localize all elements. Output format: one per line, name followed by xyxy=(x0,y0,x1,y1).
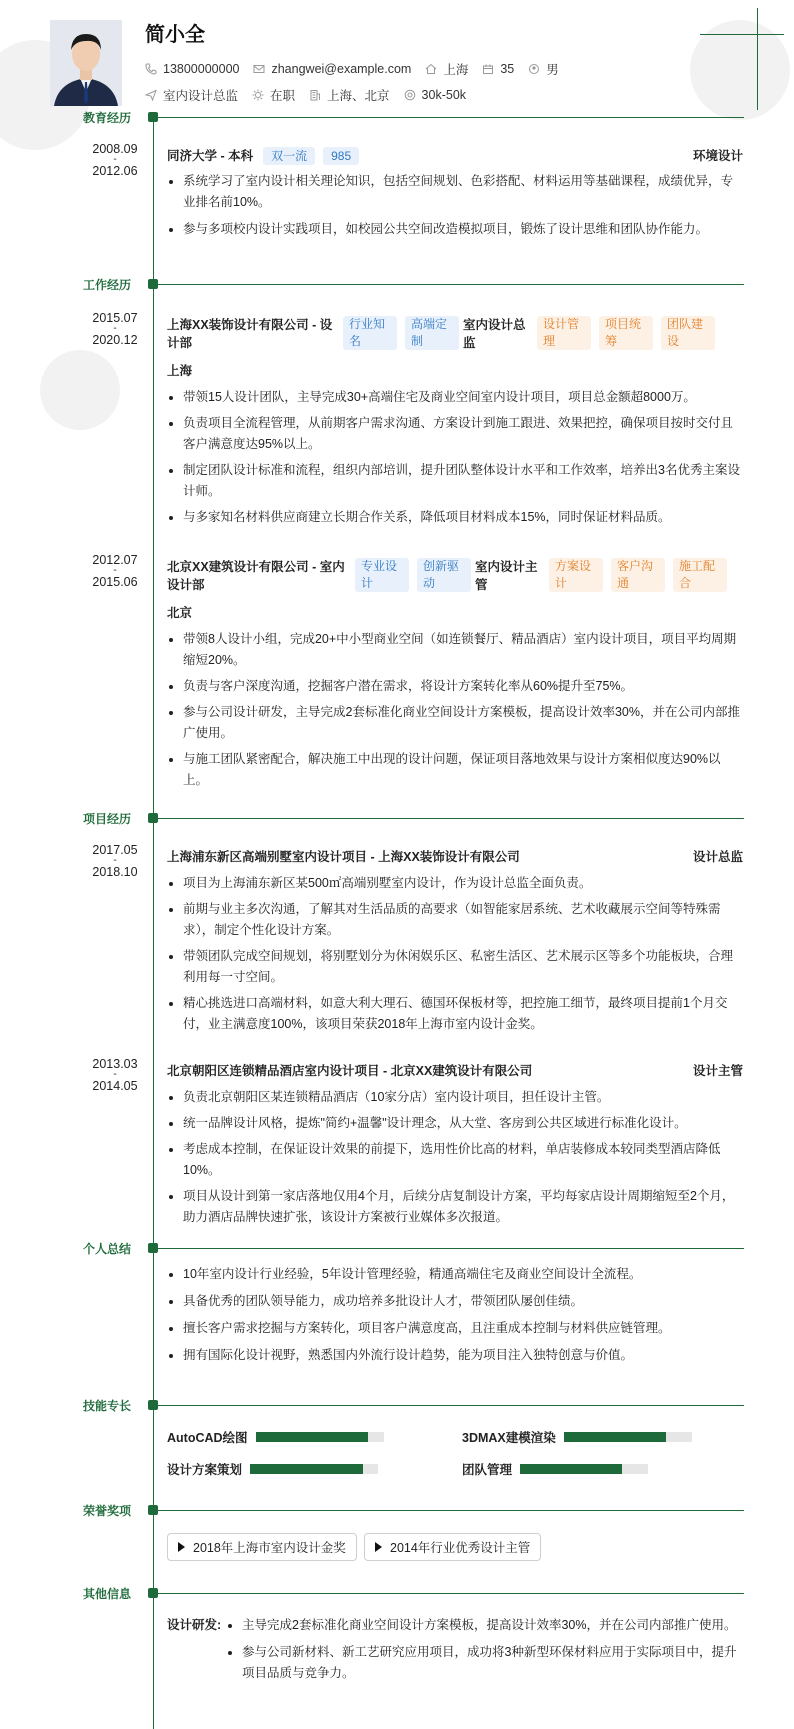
list-item: 10年室内设计行业经验，5年设计管理经验，精通高端住宅及商业空间设计全流程。 xyxy=(167,1264,743,1285)
start-date: 2015.07 xyxy=(92,311,138,325)
candidate-name: 简小全 xyxy=(145,24,205,46)
list-item: 精心挑选进口高端材料，如意大利大理石、德国环保板材等，把控施工细节，最终项目提前1个月交付，业主满意度100%，该项目荣获2018年上海市室内设计金奖。 xyxy=(167,993,743,1035)
award-chip xyxy=(167,1533,357,1561)
tag-badge: 项目统筹 xyxy=(599,316,653,350)
tag-badge: 施工配合 xyxy=(673,558,727,592)
work-city: 北京 xyxy=(167,606,193,620)
list-item: 考虑成本控制，在保证设计效果的前提下，选用性价比高的材料，单店装修成本较同类型酒店降低10%。 xyxy=(167,1139,743,1181)
skill-item xyxy=(462,1460,648,1478)
status-icon xyxy=(252,89,264,101)
skill-bar xyxy=(250,1464,378,1474)
email-item xyxy=(253,62,411,76)
work-dates: 2015.07 - 2020.12 xyxy=(92,311,138,347)
section-divider xyxy=(158,1405,744,1406)
list-item: 负责项目全流程管理，从前期客户需求沟通、方案设计到施工跟进、效果把控，确保项目按时交付且客户满意度达95%以上。 xyxy=(167,413,743,455)
other-label: 设计研发: xyxy=(167,1618,222,1632)
skill-name: AutoCAD绘图 xyxy=(167,1431,248,1445)
tag-badge: 专业设计 xyxy=(355,558,409,592)
skill-bar-fill xyxy=(564,1432,666,1442)
award-text: 2018年上海市室内设计金奖 xyxy=(193,1541,346,1555)
skill-name: 设计方案策划 xyxy=(167,1463,243,1477)
tag-badge: 方案设计 xyxy=(549,558,603,592)
location-item xyxy=(425,60,468,78)
location-text: 上海 xyxy=(443,63,469,77)
tag-badge: 行业知名 xyxy=(343,316,397,350)
section-marker xyxy=(148,1400,158,1410)
list-item: 拥有国际化设计视野，熟悉国内外流行设计趋势，能为项目注入独特创意与价值。 xyxy=(167,1345,743,1366)
phone-text: 13800000000 xyxy=(163,62,240,76)
skill-name: 3DMAX建模渲染 xyxy=(462,1431,556,1445)
gender-icon xyxy=(528,63,540,75)
phone-icon xyxy=(145,63,157,75)
section-title-education: 教育经历 xyxy=(83,111,132,125)
end-date: 2020.12 xyxy=(92,333,138,347)
section-divider xyxy=(158,818,744,819)
list-item: 具备优秀的团队领导能力，成功培养多批设计人才，带领团队屡创佳绩。 xyxy=(167,1291,743,1312)
section-marker xyxy=(148,112,158,122)
section-divider xyxy=(158,284,744,285)
intent-position-item xyxy=(145,86,238,104)
end-date: 2018.10 xyxy=(92,865,138,879)
section-divider xyxy=(158,1248,744,1249)
section-divider xyxy=(158,117,744,118)
project-title: 北京朝阳区连锁精品酒店室内设计项目 - 北京XX建筑设计有限公司 xyxy=(167,1064,533,1078)
start-date: 2012.07 xyxy=(92,553,138,567)
skill-bar-fill xyxy=(520,1464,622,1474)
skill-item xyxy=(462,1428,692,1446)
end-date: 2014.05 xyxy=(92,1079,138,1093)
send-icon xyxy=(145,89,157,101)
list-item: 系统学习了室内设计相关理论知识，包括空间规划、色彩搭配、材料运用等基础课程，成绩优异，专业排名前10%。 xyxy=(167,171,743,213)
tag-badge: 高端定制 xyxy=(405,316,459,350)
list-item: 带领8人设计小组，完成20+中小型商业空间（如连锁餐厅、精品酒店）室内设计项目，项目平均周期缩短20%。 xyxy=(167,629,743,671)
phone-item xyxy=(145,62,239,76)
gender-text: 男 xyxy=(546,63,559,77)
section-title-awards: 荣誉奖项 xyxy=(83,1504,132,1518)
list-item: 前期与业主多次沟通，了解其对生活品质的高要求（如智能家居系统、艺术收藏展示空间等特殊需求），制定个性化设计方案。 xyxy=(167,899,743,941)
summary-list xyxy=(167,1264,743,1366)
job-title: 室内设计主管 xyxy=(475,560,538,592)
skill-bar xyxy=(520,1464,648,1474)
section-divider xyxy=(158,1510,744,1511)
home-icon xyxy=(425,63,437,75)
work-city: 上海 xyxy=(167,364,193,378)
list-item: 项目从设计到第一家店落地仅用4个月，后续分店复制设计方案，平均每家店设计周期缩短至2个月，助力酒店品牌快速扩张，该设计方案被行业媒体多次报道。 xyxy=(167,1186,743,1228)
section-marker xyxy=(148,279,158,289)
section-divider xyxy=(158,1593,744,1594)
skill-name: 团队管理 xyxy=(462,1463,513,1477)
status-text: 在职 xyxy=(270,89,296,103)
skill-bar-fill xyxy=(250,1464,363,1474)
education-entry xyxy=(167,147,743,240)
section-title-summary: 个人总结 xyxy=(83,1242,132,1256)
age-text: 35 xyxy=(500,62,515,76)
decor-line xyxy=(700,34,784,35)
tag-badge: 团队建设 xyxy=(661,316,715,350)
list-item: 项目为上海浦东新区某500㎡高端别墅室内设计，作为设计总监全面负责。 xyxy=(167,873,743,894)
list-item: 负责与客户深度沟通，挖掘客户潜在需求，将设计方案转化率从60%提升至75%。 xyxy=(167,676,743,697)
gender-item xyxy=(528,60,559,78)
award-chip xyxy=(364,1533,541,1561)
work-entry xyxy=(167,558,743,791)
list-item: 参与公司新材料、新工艺研究应用项目，成功将3种新型环保材料应用于实际项目中，提升项目品质与竞争力。 xyxy=(226,1642,742,1684)
start-date: 2013.03 xyxy=(92,1057,138,1071)
company-name: 上海XX装饰设计有限公司 - 设计部 xyxy=(167,318,333,350)
company-name: 北京XX建筑设计有限公司 - 室内设计部 xyxy=(167,560,345,592)
decor-line xyxy=(757,8,758,110)
coin-icon xyxy=(404,89,416,101)
section-marker xyxy=(148,1588,158,1598)
section-marker xyxy=(148,1505,158,1515)
list-item: 与施工团队紧密配合，解决施工中出现的设计问题，保证项目落地效果与设计方案相似度达90%以上。 xyxy=(167,749,743,791)
tag-badge: 双一流 xyxy=(263,147,315,165)
salary-text: 30k-50k xyxy=(421,88,467,102)
skill-bar xyxy=(564,1432,692,1442)
play-icon xyxy=(375,1542,382,1552)
end-date: 2015.06 xyxy=(92,575,138,589)
status-item xyxy=(252,86,295,104)
major: 环境设计 xyxy=(692,149,743,163)
contact-row xyxy=(145,60,573,78)
project-role: 设计总监 xyxy=(692,850,743,864)
job-intent-row xyxy=(145,86,480,104)
list-item: 统一品牌设计风格，提炼"简约+温馨"设计理念，从大堂、客房到公共区域进行标准化设计。 xyxy=(167,1113,743,1134)
skill-bar xyxy=(256,1432,384,1442)
calendar-icon xyxy=(482,63,494,75)
list-item: 参与公司设计研发，主导完成2套标准化商业空间设计方案模板，提高设计效率30%，并在公司内部推广使用。 xyxy=(167,702,743,744)
timeline-rail xyxy=(153,112,154,1729)
tag-badge: 客户沟通 xyxy=(611,558,665,592)
section-marker xyxy=(148,1243,158,1253)
project-dates: 2017.05 - 2018.10 xyxy=(92,843,138,879)
list-item: 负责北京朝阳区某连锁精品酒店（10家分店）室内设计项目，担任设计主管。 xyxy=(167,1087,743,1108)
email-text: zhangwei@example.com xyxy=(271,62,412,76)
skill-item xyxy=(167,1460,378,1478)
school-name: 同济大学 - 本科 xyxy=(167,149,254,163)
section-title-projects: 项目经历 xyxy=(83,812,132,826)
list-item: 参与多项校内设计实践项目，如校园公共空间改造模拟项目，锻炼了设计思维和团队协作能力。 xyxy=(167,219,743,240)
job-title: 室内设计总监 xyxy=(463,318,526,350)
project-entry xyxy=(167,848,743,1035)
decor-circle xyxy=(690,20,790,120)
work-city-text: 上海、北京 xyxy=(327,89,390,103)
education-dates: 2008.09 - 2012.06 xyxy=(92,142,138,178)
avatar xyxy=(50,20,122,106)
project-entry xyxy=(167,1062,743,1228)
mail-icon xyxy=(253,63,265,75)
project-dates: 2013.03 - 2014.05 xyxy=(92,1057,138,1093)
decor-circle xyxy=(40,350,120,430)
play-icon xyxy=(178,1542,185,1552)
tag-badge: 985 xyxy=(323,147,359,165)
award-text: 2014年行业优秀设计主管 xyxy=(390,1541,531,1555)
age-item xyxy=(482,62,514,76)
list-item: 制定团队设计标准和流程，组织内部培训，提升团队整体设计水平和工作效率，培养出3名优秀主案设计师。 xyxy=(167,460,743,502)
section-title-skills: 技能专长 xyxy=(83,1399,132,1413)
section-title-other: 其他信息 xyxy=(83,1587,132,1601)
section-title-work: 工作经历 xyxy=(83,278,132,292)
start-date: 2008.09 xyxy=(92,142,138,156)
list-item: 擅长客户需求挖掘与方案转化，项目客户满意度高，且注重成本控制与材料供应链管理。 xyxy=(167,1318,743,1339)
work-city-item xyxy=(309,86,390,104)
work-dates: 2012.07 - 2015.06 xyxy=(92,553,138,589)
other-list xyxy=(226,1615,742,1684)
building-icon xyxy=(309,89,321,101)
list-item: 主导完成2套标准化商业空间设计方案模板，提高设计效率30%，并在公司内部推广使用。 xyxy=(226,1615,742,1636)
list-item: 与多家知名材料供应商建立长期合作关系，降低项目材料成本15%，同时保证材料品质。 xyxy=(167,507,743,528)
project-title: 上海浦东新区高端别墅室内设计项目 - 上海XX装饰设计有限公司 xyxy=(167,850,520,864)
project-role: 设计主管 xyxy=(692,1064,743,1078)
list-item: 带领15人设计团队，主导完成30+高端住宅及商业空间室内设计项目，项目总金额超8000万。 xyxy=(167,387,743,408)
end-date: 2012.06 xyxy=(92,164,138,178)
tag-badge: 设计管理 xyxy=(537,316,591,350)
work-entry xyxy=(167,316,743,528)
skill-item xyxy=(167,1428,384,1446)
salary-item xyxy=(404,88,466,102)
skill-bar-fill xyxy=(256,1432,369,1442)
start-date: 2017.05 xyxy=(92,843,138,857)
section-marker xyxy=(148,813,158,823)
intent-position-text: 室内设计总监 xyxy=(163,89,239,103)
tag-badge: 创新驱动 xyxy=(417,558,471,592)
list-item: 带领团队完成空间规划，将别墅划分为休闲娱乐区、私密生活区、艺术展示区等多个功能板块，合理利用每一寸空间。 xyxy=(167,946,743,988)
